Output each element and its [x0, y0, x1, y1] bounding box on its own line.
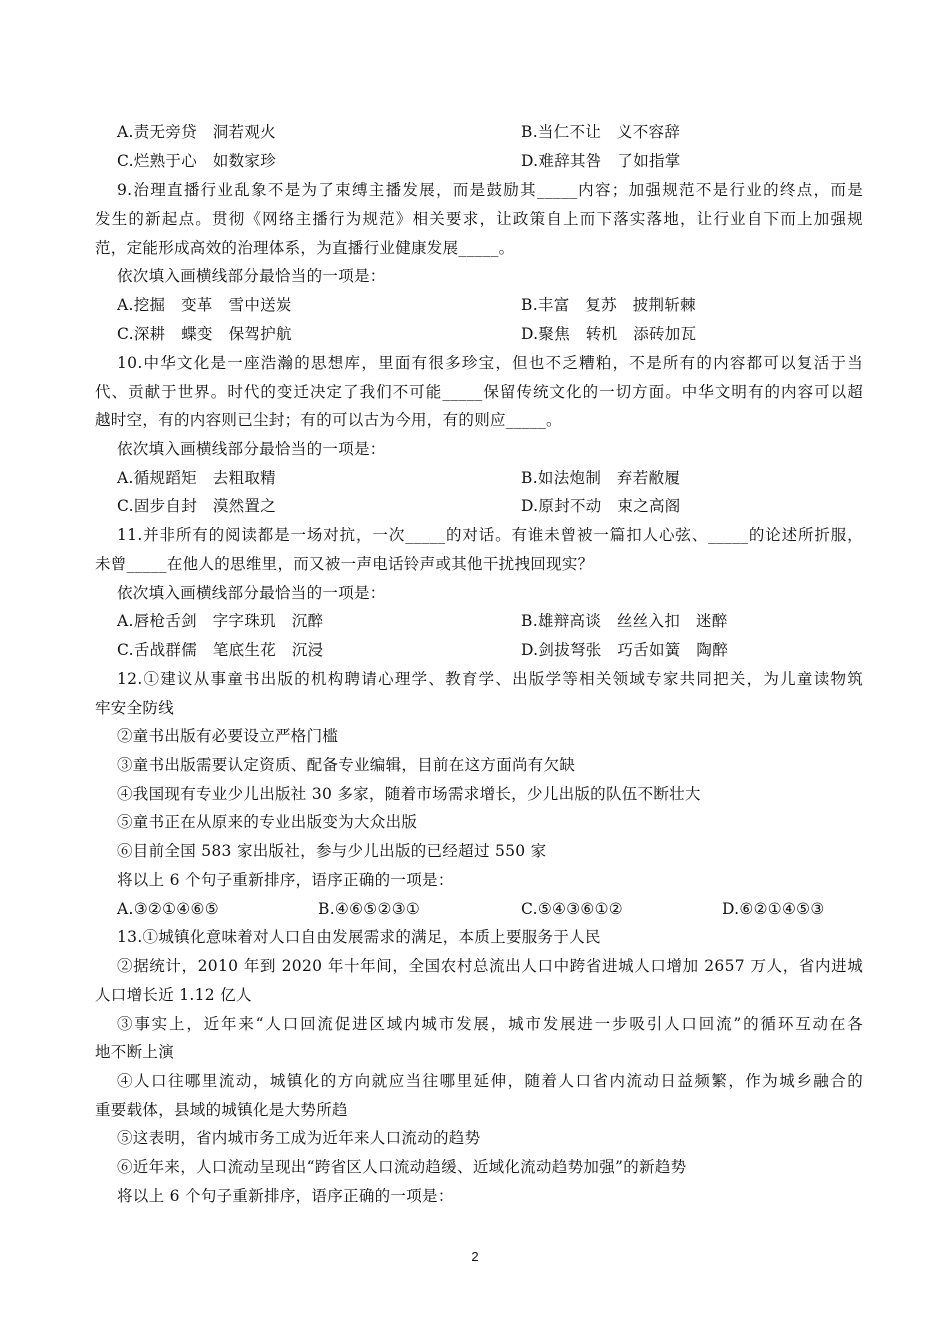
q12-prompt: 将以上 6 个句子重新排序，语序正确的一项是：	[117, 871, 454, 889]
q13-sentence-3-line-2: 地不断上演	[95, 1043, 175, 1061]
page-number: 2	[471, 1249, 479, 1264]
q11-option-a: A.唇枪舌剑 字字珠玑 沉醉	[117, 612, 324, 630]
q8-option-d: D.难辞其咎 了如指掌	[521, 152, 681, 170]
q8-option-a: A.责无旁贷 洞若观火	[117, 123, 276, 141]
q9-option-d: D.聚焦 转机 添砖加瓦	[521, 325, 697, 343]
q11-stem-line-2: 未曾_____在他人的思维里，而又被一声电话铃声或其他干扰拽回现实？	[95, 555, 594, 573]
q11-option-d: D.剑拔弩张 巧舌如簧 陶醉	[521, 641, 729, 659]
q9-option-c: C.深耕 蝶变 保驾护航	[117, 325, 292, 343]
q12-sentence-3: ③童书出版需要认定资质、配备专业编辑，目前在这方面尚有欠缺	[117, 756, 576, 774]
q13-prompt: 将以上 6 个句子重新排序，语序正确的一项是：	[117, 1187, 454, 1205]
q10-option-a: A.循规蹈矩 去粗取精	[117, 469, 276, 487]
q12-option-d: D.⑥②①④⑤③	[722, 900, 825, 918]
q13-sentence-4-line-2: 重要载体，县域的城镇化是大势所趋	[95, 1101, 348, 1119]
q13-sentence-1: 13.①城镇化意味着对人口自由发展需求的满足，本质上要服务于人民	[117, 928, 601, 946]
q10-option-b: B.如法炮制 弃若敝履	[521, 469, 681, 487]
q12-sentence-2: ②童书出版有必要设立严格门槛	[117, 727, 339, 745]
q11-stem-line-1: 11.并非所有的阅读都是一场对抗，一次_____的对话。有谁未曾被一篇扣人心弦、_____的论述所折服，	[117, 526, 863, 544]
q9-prompt: 依次填入画横线部分最恰当的一项是：	[117, 267, 386, 285]
q10-stem-line-1: 10.中华文化是一座浩瀚的思想库，里面有很多珍宝，但也不乏糟粕，不是所有的内容都可以复活于当	[117, 354, 863, 372]
q13-sentence-2-line-1: ②据统计，2010 年到 2020 年十年间，全国农村总流出人口中跨省进城人口增加 2657 万人，省内进城	[117, 957, 863, 975]
q13-sentence-2-line-2: 人口增长近 1.12 亿人	[95, 986, 252, 1004]
q9-option-b: B.丰富 复苏 披荆斩棘	[521, 296, 696, 314]
q12-sentence-1-line-1: 12.①建议从事童书出版的机构聘请心理学、教育学、出版学等相关领域专家共同把关，为儿童读物筑	[117, 670, 863, 688]
q10-option-d: D.原封不动 束之高阁	[521, 497, 681, 515]
q11-option-b: B.雄辩高谈 丝丝入扣 迷醉	[521, 612, 728, 630]
q11-prompt: 依次填入画横线部分最恰当的一项是：	[117, 584, 386, 602]
q12-sentence-6: ⑥目前全国 583 家出版社，参与少儿出版的已经超过 550 家	[117, 842, 547, 860]
q9-stem-line-2: 发生的新起点。贯彻《网络主播行为规范》相关要求，让政策自上而下落实落地，让行业自下而上加强规	[95, 210, 863, 228]
q12-option-b: B.④⑥⑤②③①	[318, 900, 421, 918]
q10-stem-line-2: 代、贡献于世界。时代的变迁决定了我们不可能_____保留传统文化的一切方面。中华文明有的内容可以超	[95, 383, 863, 401]
q12-sentence-4: ④我国现有专业少儿出版社 30 多家，随着市场需求增长，少儿出版的队伍不断壮大	[117, 785, 701, 803]
q11-option-c: C.舌战群儒 笔底生花 沉浸	[117, 641, 324, 659]
q9-stem-line-1: 9.治理直播行业乱象不是为了束缚主播发展，而是鼓励其_____内容；加强规范不是行业的终点，而是	[117, 181, 863, 199]
q9-stem-line-3: 范，定能形成高效的治理体系，为直播行业健康发展_____。	[95, 239, 515, 257]
q12-sentence-1-line-2: 牢安全防线	[95, 699, 175, 717]
q12-option-a: A.③②①④⑥⑤	[117, 900, 219, 918]
q13-sentence-5: ⑤这表明，省内城市务工成为近年来人口流动的趋势	[117, 1129, 481, 1147]
q8-option-b: B.当仁不让 义不容辞	[521, 123, 681, 141]
q10-prompt: 依次填入画横线部分最恰当的一项是：	[117, 440, 386, 458]
q12-option-c: C.⑤④③⑥①②	[521, 900, 624, 918]
q8-option-c: C.烂熟于心 如数家珍	[117, 152, 277, 170]
q9-option-a: A.挖掘 变革 雪中送炭	[117, 296, 292, 314]
q13-sentence-3-line-1: ③事实上，近年来“人口回流促进区域内城市发展，城市发展进一步吸引人口回流”的循环互动在各	[117, 1015, 863, 1033]
q13-sentence-6: ⑥近年来，人口流动呈现出“跨省区人口流动趋缓、近域化流动趋势加强”的新趋势	[117, 1158, 687, 1176]
q12-sentence-5: ⑤童书正在从原来的专业出版变为大众出版	[117, 813, 418, 831]
q13-sentence-4-line-1: ④人口往哪里流动，城镇化的方向就应当往哪里延伸，随着人口省内流动日益频繁，作为城乡融合的	[117, 1072, 863, 1090]
q10-stem-line-3: 越时空，有的内容则已尘封；有的可以古为今用，有的则应_____。	[95, 411, 562, 429]
q10-option-c: C.固步自封 漠然置之	[117, 497, 277, 515]
